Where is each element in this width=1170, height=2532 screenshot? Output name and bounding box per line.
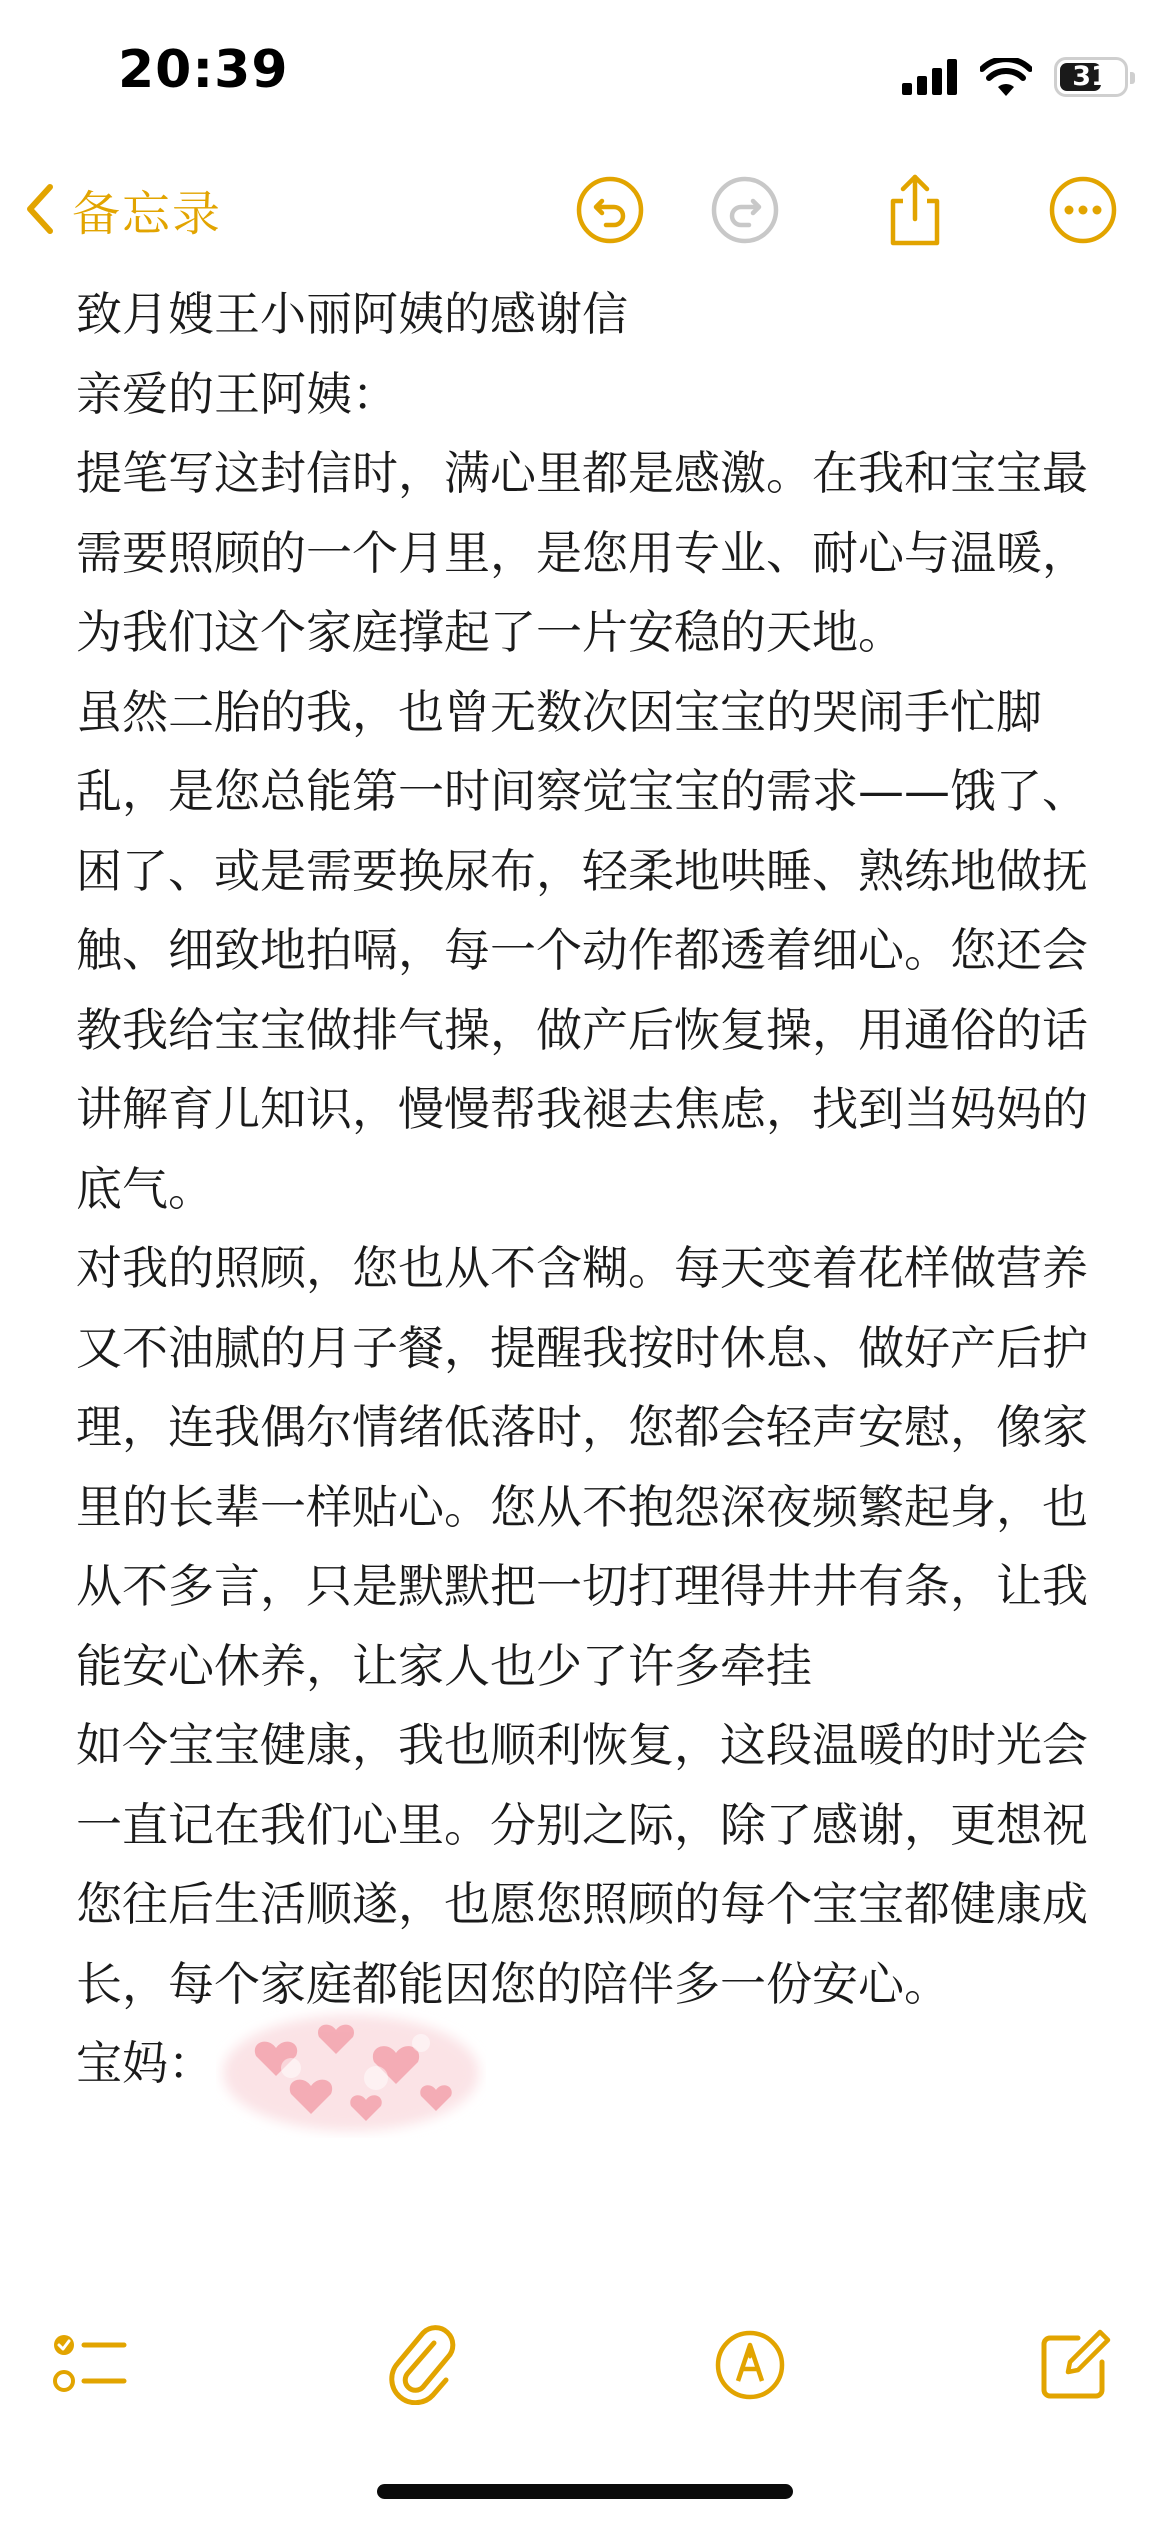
markup-pen-icon — [714, 2329, 786, 2401]
signature-label: 宝妈： — [76, 2036, 214, 2090]
note-paragraph: 如今宝宝健康，我也顺利恢复，这段温暖的时光会一直记在我们心里。分别之际，除了感谢，更想祝您往后生活顺遂，也愿您照顾的每个宝宝都健康成长，每个家庭都能因您的陪伴多一份安心。 — [76, 1718, 1088, 2011]
attachment-button[interactable] — [378, 2320, 468, 2410]
note-paragraph: 提笔写这封信时，满心里都是感激。在我和宝宝最需要照顾的一个月里，是您用专业、耐心与温暖，为我们这个家庭撑起了一片安稳的天地。 — [76, 446, 1088, 659]
checklist-button[interactable] — [45, 2320, 135, 2410]
undo-icon — [575, 175, 645, 245]
more-icon — [1048, 175, 1118, 245]
note-greeting: 亲爱的王阿姨： — [76, 366, 398, 421]
back-button[interactable] — [24, 174, 222, 244]
markup-button[interactable] — [705, 2320, 795, 2410]
back-label: 备忘录 — [72, 185, 223, 242]
status-icons — [902, 54, 1128, 100]
nav-bar — [0, 160, 1170, 260]
note-paragraph: 虽然二胎的我，也曾无数次因宝宝的哭闹手忙脚乱，是您总能第一时间察觉宝宝的需求——饿了、困了、或是需要换尿布，轻柔地哄睡、熟练地做抚触、细致地拍嗝，每一个动作都透着细心。您还会教我给宝宝做排气操，做产后恢复操，用通俗的话讲解育儿知识，慢慢帮我褪去焦虑，找到当妈妈的底气。 — [76, 684, 1088, 1216]
battery-tip — [1130, 72, 1135, 84]
redo-icon — [710, 175, 780, 245]
share-button[interactable] — [875, 170, 955, 250]
cellular-signal-icon — [902, 59, 958, 95]
bottom-toolbar — [0, 2310, 1170, 2420]
status-bar — [0, 0, 1170, 150]
chevron-left-icon — [24, 183, 54, 235]
note-title: 致月嫂王小丽阿姨的感谢信 — [76, 287, 628, 341]
paperclip-icon — [388, 2325, 458, 2405]
signature-line — [76, 2024, 1096, 2104]
more-button[interactable] — [1043, 170, 1123, 250]
undo-button[interactable] — [570, 170, 650, 250]
compose-button[interactable] — [1030, 2320, 1120, 2410]
checklist-icon — [52, 2329, 128, 2401]
home-indicator[interactable] — [377, 2484, 793, 2499]
battery-icon — [1054, 57, 1128, 97]
redo-button[interactable] — [705, 170, 785, 250]
status-time: 20:39 — [118, 40, 289, 100]
note-editor[interactable] — [76, 275, 1096, 2104]
wifi-icon — [980, 58, 1032, 96]
battery-level: 31 — [1072, 61, 1110, 92]
share-icon — [883, 173, 947, 247]
heart-sticker-redaction — [216, 2008, 486, 2138]
compose-icon — [1038, 2328, 1112, 2402]
note-paragraph: 对我的照顾，您也从不含糊。每天变着花样做营养又不油腻的月子餐，提醒我按时休息、做好产后护理，连我偶尔情绪低落时，您都会轻声安慰，像家里的长辈一样贴心。您从不抱怨深夜频繁起身，也从不多言，只是默默把一切打理得井井有条，让我能安心休养，让家人也少了许多牵挂 — [76, 1241, 1088, 1693]
